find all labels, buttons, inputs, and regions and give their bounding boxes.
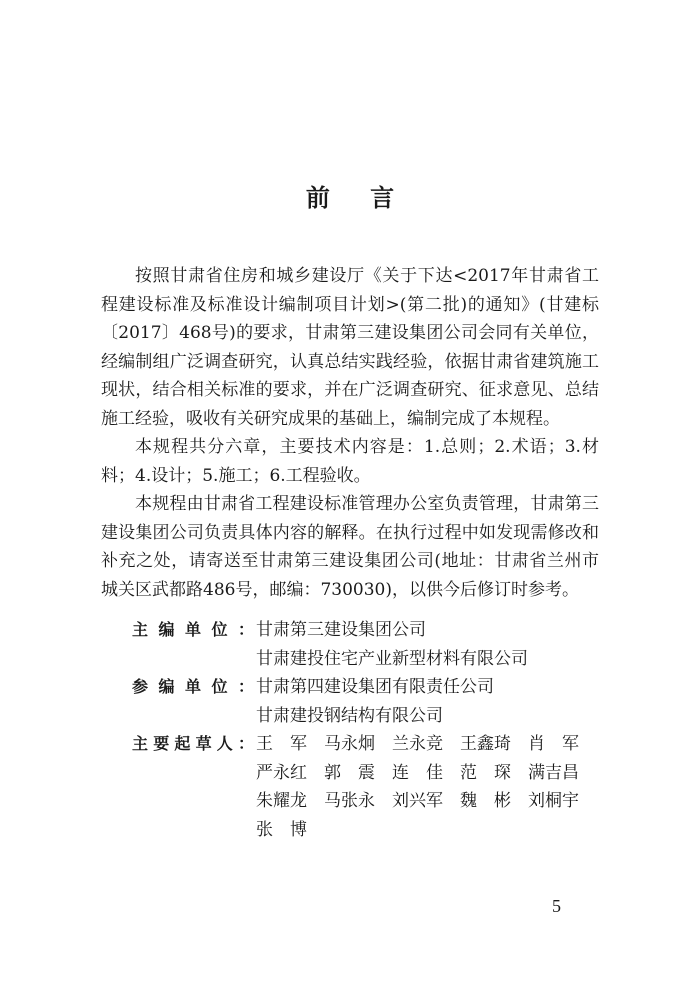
chief-editor-row [132, 616, 602, 673]
paragraph-management: 本规程由甘肃省工程建设标准管理办公室负责管理，甘肃第三建设集团公司负责具体内容的解释。在执行过程中如发现需修改和补充之处，请寄送至甘肃第三建设集团公司(地址：甘肃省兰州市城关区武都路486号，邮编：730030)，以供今后修订时参考。 [101, 494, 599, 600]
drafter-name: 马张永 [324, 791, 375, 811]
credits-section [132, 616, 602, 844]
paragraph-contents: 本规程共分六章，主要技术内容是：1.总则；2.术语；3.材料；4.设计；5.施工；6.工程验收。 [101, 437, 599, 486]
drafter-name: 马永炯 [324, 734, 375, 754]
drafter-name: 严永红 [256, 762, 307, 783]
drafter-name: 王 军 [256, 734, 307, 754]
drafter-name: 王鑫琦 [460, 734, 511, 754]
chief-editor-label: 主编单位： [132, 620, 254, 639]
paragraph-compilation-basis: 按照甘肃省住房和城乡建设厅《关于下达<2017年甘肃省工程建设标准及标准设计编制项目计划>(第二批)的通知》(甘建标〔2017〕468号)的要求，甘肃第三建设集团公司会同有关单位，经编制组广泛调查研究，认真总结实践经验，依据甘肃省建筑施工现状，结合相关标准的要求，并在广泛调查研究、征求意见、总结施工经验，吸收有关研究成果的基础上，编制完成了本规程。 [101, 266, 599, 429]
participants-label: 参编单位： [132, 677, 254, 696]
page-number: 5 [552, 896, 561, 916]
org-name: 甘肃第三建设集团公司 [256, 620, 426, 640]
drafter-name: 魏 彬 [460, 791, 511, 811]
drafter-name: 兰永竞 [392, 734, 443, 754]
chief-editor-orgs [256, 616, 602, 673]
page-title: 前 言 [305, 184, 411, 212]
drafter-name: 满吉昌 [528, 762, 579, 783]
drafter-names [256, 730, 602, 844]
org-name: 甘肃第四建设集团有限责任公司 [256, 677, 494, 697]
drafter-name: 郭 震 [324, 762, 375, 783]
drafter-name: 张 博 [256, 819, 307, 840]
drafters-row [132, 730, 602, 844]
org-name: 甘肃建投住宅产业新型材料有限公司 [256, 648, 528, 669]
drafters-label: 主要起草人： [132, 734, 254, 753]
drafter-name: 范 琛 [460, 762, 511, 783]
drafter-name: 刘桐宇 [528, 791, 579, 811]
drafter-name: 朱耀龙 [256, 791, 307, 811]
preface-body [101, 262, 599, 604]
drafter-name: 连 佳 [392, 762, 443, 783]
drafter-name: 肖 军 [528, 734, 579, 754]
participant-orgs [256, 673, 602, 730]
participants-row [132, 673, 602, 730]
org-name: 甘肃建投钢结构有限公司 [256, 705, 443, 726]
drafter-name: 刘兴军 [392, 791, 443, 811]
